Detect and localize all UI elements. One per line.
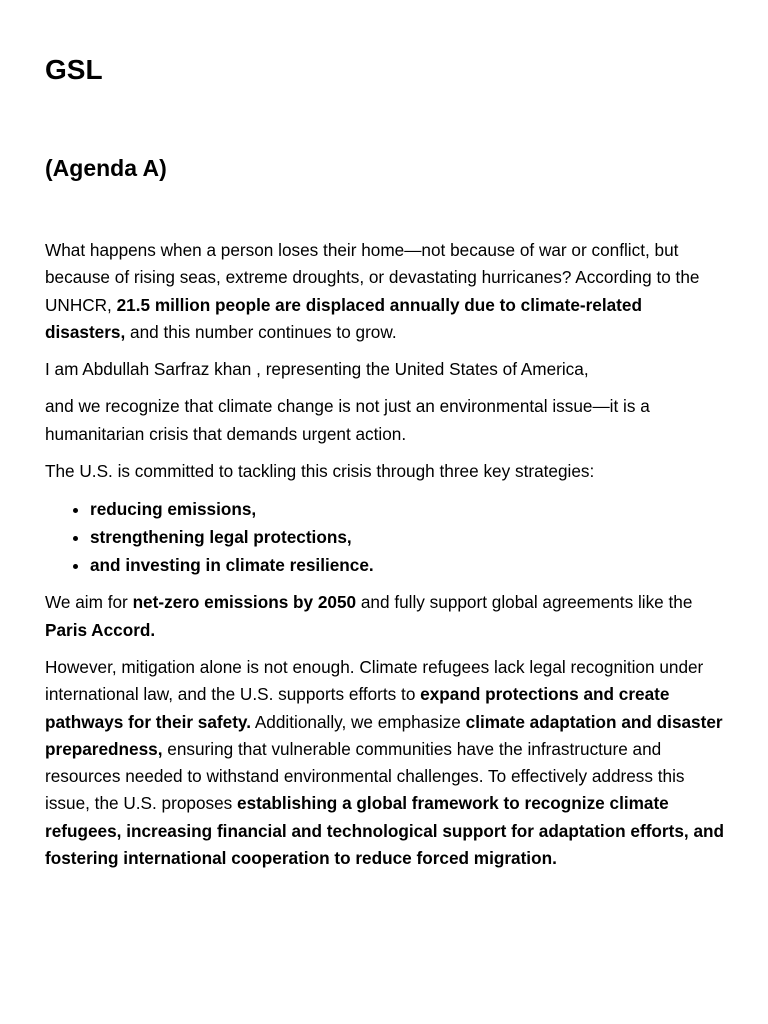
aim-paragraph xyxy=(45,589,725,644)
closing-text-2: Additionally, we emphasize xyxy=(251,711,466,732)
speech-body xyxy=(45,237,725,882)
closing-bold-1: expand protections and create pathways for their safety. xyxy=(45,684,670,732)
aim-bold-paris: Paris Accord. xyxy=(45,619,156,640)
closing-paragraph xyxy=(45,654,725,872)
aim-bold-netzero: net-zero emissions by 2050 xyxy=(132,592,357,613)
intro-bold-statistic: 21.5 million people are displaced annually due to climate-related disasters, xyxy=(45,294,642,342)
strategy-item: • reducing emissions, xyxy=(90,495,725,523)
intro-text-2: and this number continues to grow. xyxy=(125,321,397,342)
strategy-item: • and investing in climate resilience. xyxy=(90,551,725,579)
document-title: GSL xyxy=(45,54,103,85)
recognition-paragraph: and we recognize that climate change is not just an environmental issue—it is a humanitarian crisis that demands urgent action. xyxy=(45,396,650,444)
commitment-paragraph: The U.S. is committed to tackling this crisis through three key strategies: xyxy=(45,461,595,482)
aim-text-1: We aim for xyxy=(45,592,133,613)
closing-bold-2: climate adaptation and disaster preparedness, xyxy=(45,711,723,759)
intro-text-1: What happens when a person loses their home—not because of war or conflict, but because of rising seas, extreme droughts, or devastating hurricanes? According to the UNHCR, xyxy=(45,240,700,315)
agenda-heading: (Agenda A) xyxy=(45,155,167,181)
closing-text-3: ensuring that vulnerable communities have the infrastructure and resources needed to withstand environmental challenges. To effectively address this issue, the U.S. proposes xyxy=(45,738,685,814)
speaker-introduction: I am Abdullah Sarfraz khan , representing the United States of America, xyxy=(45,359,589,380)
closing-bold-3: establishing a global framework to recognize climate refugees, increasing financial and technological support for adaptation efforts, and fostering international cooperation to reduce forced migration. xyxy=(45,793,725,869)
aim-text-2: and fully support global agreements like the xyxy=(356,592,693,613)
strategy-item: • strengthening legal protections, xyxy=(90,523,725,551)
closing-text-1: However, mitigation alone is not enough. Climate refugees lack legal recognition under international law, and the U.S. supports efforts to xyxy=(45,656,704,705)
strategy-list xyxy=(45,495,725,579)
intro-paragraph xyxy=(45,237,725,346)
